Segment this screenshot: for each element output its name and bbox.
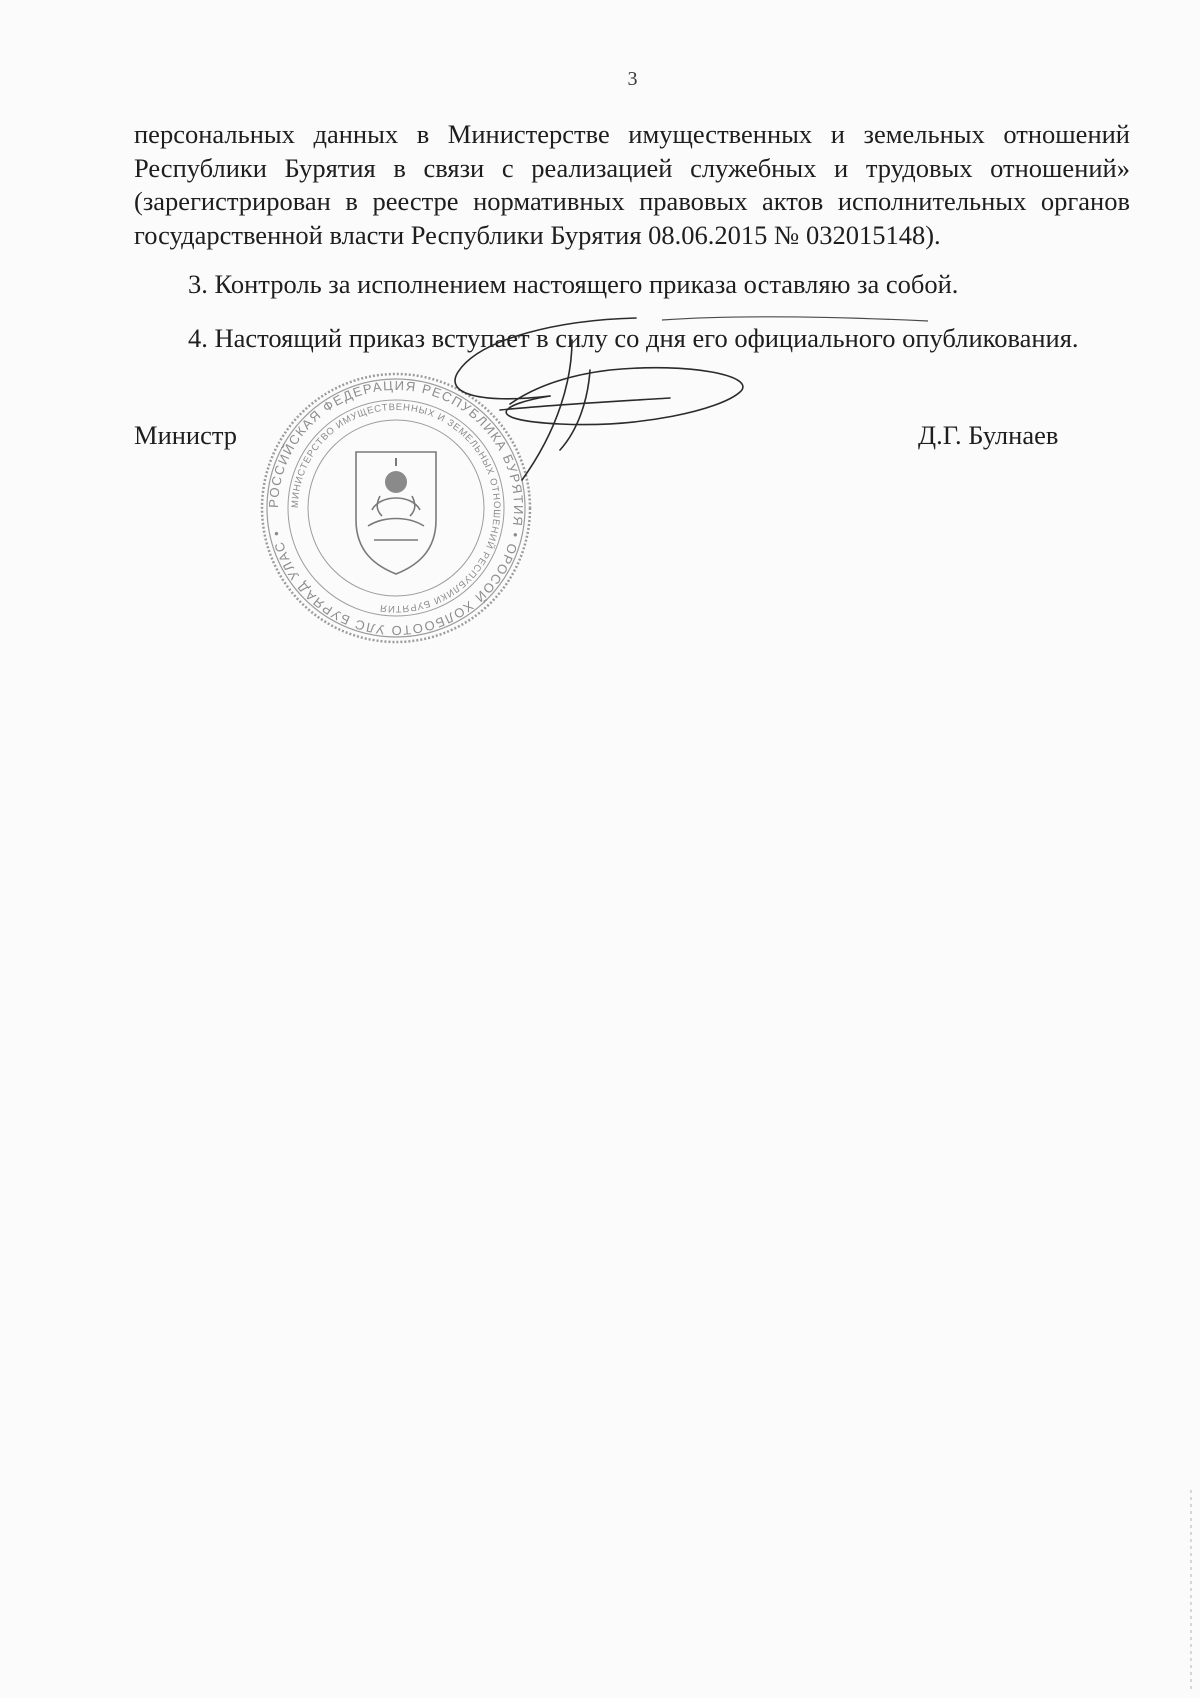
continuation-paragraph: персональных данных в Министерстве имущественных и земельных отношений Республики Бурятия в связи с реализацией служебных и трудовых отношений» (зарегистрирован в реестре нормативных правовых актов исполнительных органов государственной власти Республики Бурятия 08.06.2015 № 032015148). — [134, 119, 1130, 250]
seal-inner-text: МИНИСТЕРСТВО ИМУЩЕСТВЕННЫХ И ЗЕМЕЛЬНЫХ ОТНОШЕНИЙ РЕСПУБЛИКИ БУРЯТИЯ — [289, 401, 503, 615]
page-number: 3 — [627, 68, 638, 90]
scan-edge-marks — [1188, 1490, 1194, 1690]
paragraph-3: 3. Контроль за исполнением настоящего приказа оставляю за собой. — [188, 269, 959, 299]
signature-scribble — [440, 300, 780, 490]
signatory-title: Министр — [134, 420, 238, 450]
signatory-name: Д.Г. Булнаев — [918, 420, 1059, 450]
seal-outer-text: РОССИЙСКАЯ ФЕДЕРАЦИЯ РЕСПУБЛИКА БУРЯТИЯ • ОРОСОЙ ХОЛБООТО УЛС БУРЯАД УЛАС • — [265, 377, 527, 639]
coat-of-arms-icon — [356, 452, 436, 574]
paragraph-4: 4. Настоящий приказ вступает в силу со дня его официального опубликования. — [188, 323, 1079, 353]
